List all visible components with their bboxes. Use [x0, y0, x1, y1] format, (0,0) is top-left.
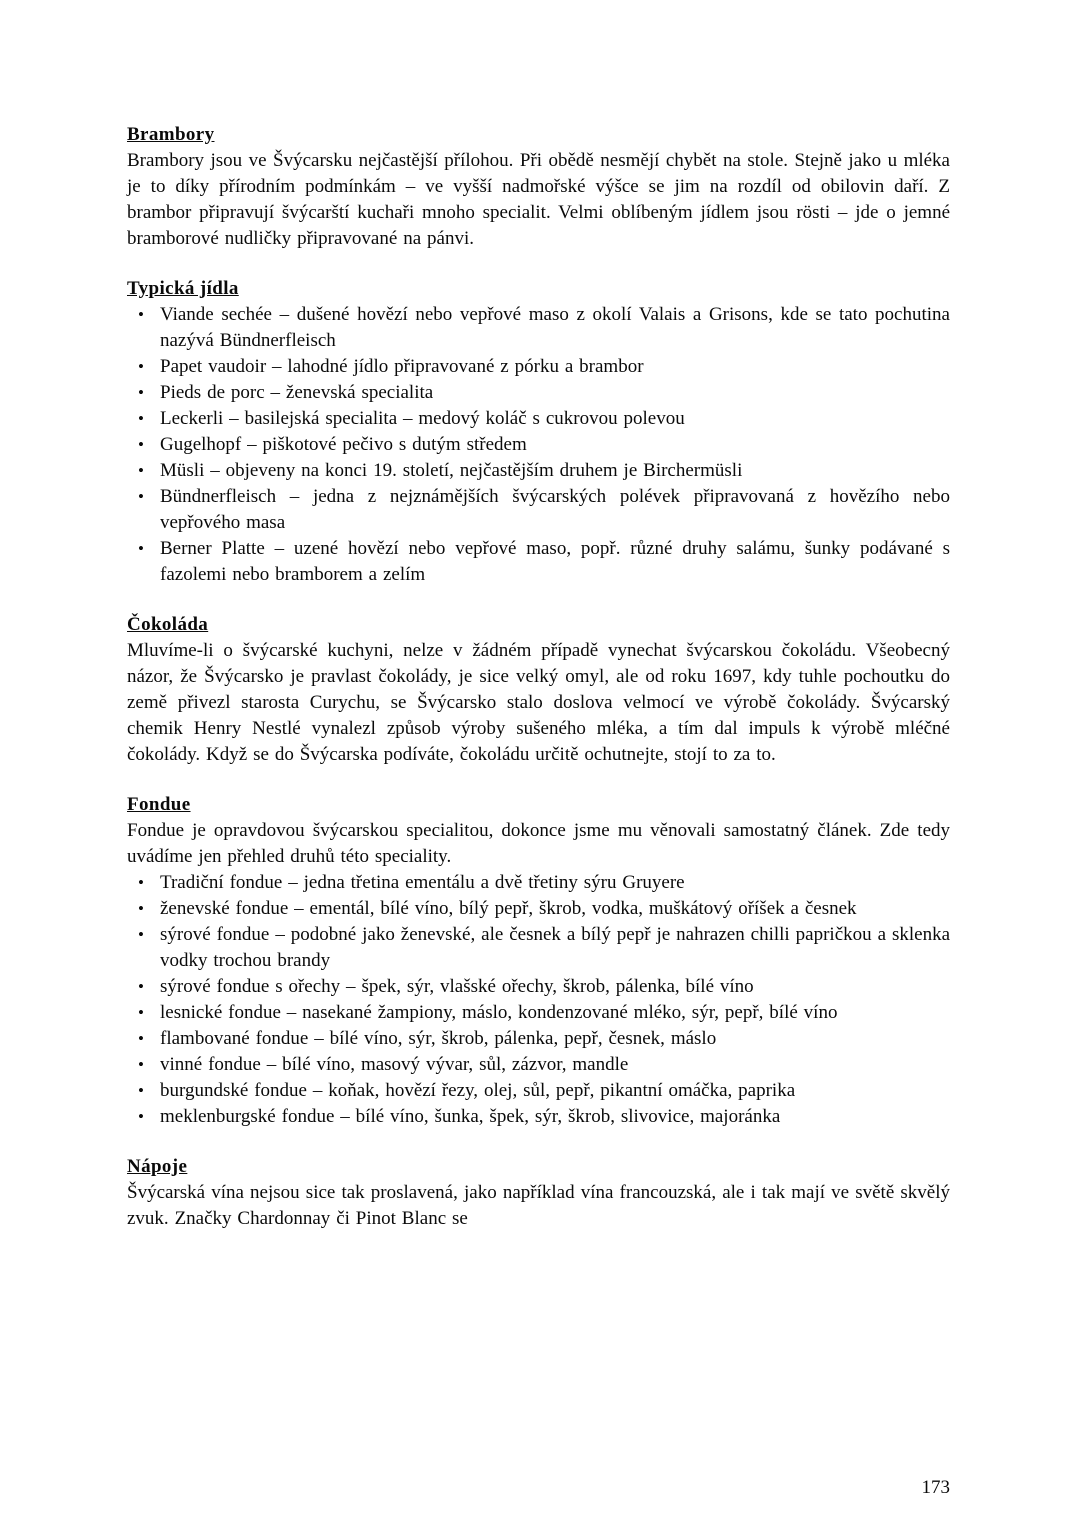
section-paragraph: Mluvíme-li o švýcarské kuchyni, nelze v žádném případě vynechat švýcarskou čokoládu. Všeobecný názor, že Švýcarsko je pravlast čokolády, je sice velký omyl, ale od roku 1697, kdy tuhle pochoutku do země přivezl starosta Curychu, se Švýcarsko stalo doslova velmocí ve výrobě čokolády. Švýcarský chemik Henry Nestlé vynalezl způsob výroby sušeného mléka, a tím dal impuls k výrobě mléčné čokolády. Když se do Švýcarska podíváte, čokoládu určitě ochutnejte, stojí to za to. [127, 640, 950, 765]
section-heading: Čokoláda [127, 614, 209, 635]
bullet-icon: • [138, 1081, 144, 1100]
list-item [127, 1000, 950, 1026]
list-item-text: sýrové fondue s ořechy – špek, sýr, vlašské ořechy, škrob, pálenka, bílé víno [160, 976, 754, 997]
list-item-text: Leckerli – basilejská specialita – medový koláč s cukrovou polevou [160, 408, 685, 429]
section-napoje [127, 1154, 950, 1232]
bullet-icon: • [138, 383, 144, 402]
list-item [127, 406, 950, 432]
list-item [127, 302, 950, 354]
list-item-text: Tradiční fondue – jedna třetina ementálu a dvě třetiny sýru Gruyere [160, 872, 685, 893]
list-item [127, 380, 950, 406]
list-item-text: vinné fondue – bílé víno, masový vývar, sůl, zázvor, mandle [160, 1054, 629, 1075]
list-item [127, 1078, 950, 1104]
section-brambory [127, 122, 950, 252]
bullet-icon: • [138, 539, 144, 558]
page-number: 173 [921, 1477, 950, 1498]
page-content [127, 122, 950, 1232]
list-item-text: flambované fondue – bílé víno, sýr, škrob, pálenka, pepř, česnek, máslo [160, 1028, 717, 1049]
bullet-icon: • [138, 1003, 144, 1022]
list-item [127, 1052, 950, 1078]
list-item [127, 870, 950, 896]
list-item [127, 354, 950, 380]
list-item-text: burgundské fondue – koňak, hovězí řezy, olej, sůl, pepř, pikantní omáčka, paprika [160, 1080, 796, 1101]
section-fondue [127, 792, 950, 1130]
list-item-text: meklenburgské fondue – bílé víno, šunka, špek, sýr, škrob, slivovice, majoránka [160, 1106, 781, 1127]
bullet-icon: • [138, 899, 144, 918]
section-cokolada [127, 612, 950, 768]
list-item-text: sýrové fondue – podobné jako ženevské, ale česnek a bílý pepř je nahrazen chilli papričkou a sklenka vodky trochou brandy [160, 924, 950, 971]
bullet-icon: • [138, 1029, 144, 1048]
bullet-icon: • [138, 1107, 144, 1126]
list-item [127, 974, 950, 1000]
section-typicka-jidla [127, 276, 950, 588]
list-item [127, 1104, 950, 1130]
bullet-icon: • [138, 925, 144, 944]
bullet-icon: • [138, 487, 144, 506]
list-item [127, 458, 950, 484]
list-item-text: Gugelhopf – piškotové pečivo s dutým středem [160, 434, 527, 455]
list-item [127, 922, 950, 974]
list-item-text: Viande sechée – dušené hovězí nebo vepřové maso z okolí Valais a Grisons, kde se tato pochutina nazývá Bündnerfleisch [160, 304, 950, 351]
bullet-icon: • [138, 305, 144, 324]
section-paragraph: Švýcarská vína nejsou sice tak proslavená, jako například vína francouzská, ale i tak mají ve světě skvělý zvuk. Značky Chardonnay či Pinot Blanc se [127, 1182, 950, 1229]
list-item-text: Müsli – objeveny na konci 19. století, nejčastějším druhem je Birchermüsli [160, 460, 743, 481]
bullet-icon: • [138, 357, 144, 376]
list-item-text: ženevské fondue – ementál, bílé víno, bílý pepř, škrob, vodka, muškátový oříšek a česnek [160, 898, 857, 919]
section-paragraph: Fondue je opravdovou švýcarskou specialitou, dokonce jsme mu věnovali samostatný článek. Zde tedy uvádíme jen přehled druhů této speciality. [127, 820, 950, 867]
section-heading: Typická jídla [127, 278, 239, 299]
bullet-icon: • [138, 873, 144, 892]
list-item [127, 484, 950, 536]
list-item-text: Bündnerfleisch – jedna z nejznámějších švýcarských polévek připravovaná z hovězího nebo vepřového masa [160, 486, 950, 533]
list-item [127, 1026, 950, 1052]
bullet-list [127, 870, 950, 1130]
list-item [127, 896, 950, 922]
bullet-icon: • [138, 461, 144, 480]
bullet-icon: • [138, 409, 144, 428]
section-paragraph: Brambory jsou ve Švýcarsku nejčastější přílohou. Při obědě nesmějí chybět na stole. Stejně jako u mléka je to díky přírodním podmínkám – ve vyšší nadmořské výšce se jim na rozdíl od obilovin daří. Z brambor připravují švýcarští kuchaři mnoho specialit. Velmi oblíbeným jídlem jsou rösti – jde o jemné bramborové nudličky připravované na pánvi. [127, 150, 950, 249]
section-heading: Brambory [127, 124, 215, 145]
list-item-text: Papet vaudoir – lahodné jídlo připravované z pórku a brambor [160, 356, 644, 377]
bullet-icon: • [138, 1055, 144, 1074]
list-item [127, 432, 950, 458]
section-heading: Nápoje [127, 1156, 188, 1177]
list-item-text: lesnické fondue – nasekané žampiony, máslo, kondenzované mléko, sýr, pepř, bílé víno [160, 1002, 838, 1023]
list-item [127, 536, 950, 588]
section-heading: Fondue [127, 794, 191, 815]
bullet-list [127, 302, 950, 588]
bullet-icon: • [138, 977, 144, 996]
bullet-icon: • [138, 435, 144, 454]
list-item-text: Berner Platte – uzené hovězí nebo vepřové maso, popř. různé druhy salámu, šunky podávané s fazolemi nebo bramborem a zelím [160, 538, 950, 585]
list-item-text: Pieds de porc – ženevská specialita [160, 382, 434, 403]
